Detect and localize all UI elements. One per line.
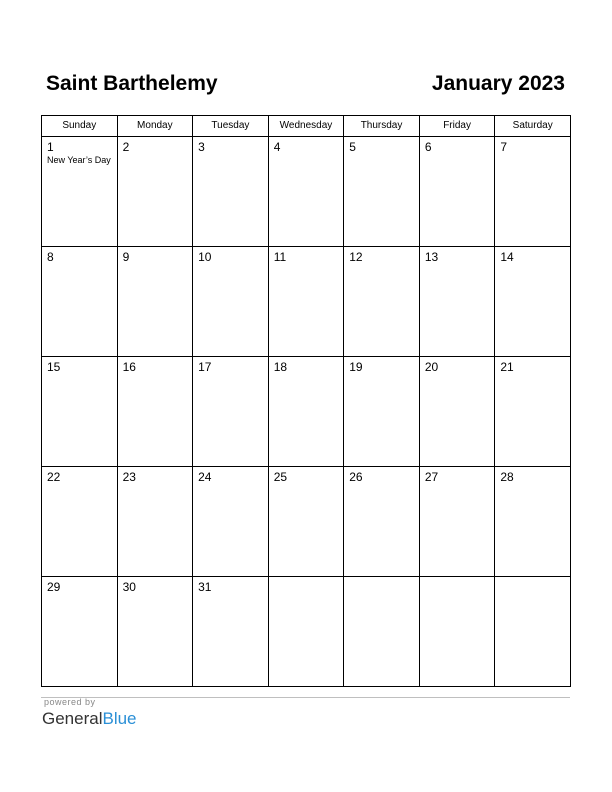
day-number: 1 <box>47 140 54 154</box>
region-title: Saint Barthelemy <box>46 72 218 95</box>
day-number: 23 <box>122 470 136 484</box>
day-number: 27 <box>424 470 439 484</box>
week-row <box>42 357 571 467</box>
day-number: 9 <box>122 250 130 264</box>
holiday-label: New Year’s Day <box>47 155 111 165</box>
day-cell <box>117 467 193 577</box>
day-number: 31 <box>198 580 212 594</box>
footer-divider <box>41 697 570 698</box>
day-cell <box>117 357 193 467</box>
weekday-header-friday: Friday <box>419 116 495 137</box>
day-cell <box>268 247 344 357</box>
day-cell <box>495 247 571 357</box>
day-cell <box>268 357 344 467</box>
week-row <box>42 247 571 357</box>
week-row <box>42 467 571 577</box>
day-number: 11 <box>273 250 287 264</box>
weekday-header-tuesday: Tuesday <box>193 116 269 137</box>
day-cell <box>495 137 571 247</box>
day-cell <box>419 357 495 467</box>
day-cell <box>42 577 118 687</box>
day-cell <box>268 467 344 577</box>
day-number: 16 <box>122 360 136 374</box>
day-number: 21 <box>500 360 514 374</box>
day-number: 5 <box>349 140 356 154</box>
day-number: 19 <box>349 360 363 374</box>
day-number: 6 <box>424 140 432 154</box>
day-number: 13 <box>424 250 439 264</box>
day-cell <box>344 357 420 467</box>
weekday-header-monday: Monday <box>117 116 193 137</box>
day-cell <box>419 137 495 247</box>
day-number: 2 <box>122 140 130 154</box>
day-number: 30 <box>122 580 136 594</box>
day-cell <box>193 577 269 687</box>
day-number <box>495 577 570 580</box>
day-number: 26 <box>349 470 363 484</box>
day-cell <box>42 247 118 357</box>
day-number: 4 <box>273 140 281 154</box>
weekday-header-row <box>42 116 571 137</box>
day-cell <box>419 247 495 357</box>
day-cell <box>193 357 269 467</box>
day-cell <box>344 137 420 247</box>
day-number: 17 <box>198 360 212 374</box>
day-cell <box>117 247 193 357</box>
day-number: 24 <box>198 470 212 484</box>
day-cell <box>268 137 344 247</box>
calendar-grid <box>41 115 571 687</box>
day-cell <box>42 467 118 577</box>
weekday-header-wednesday: Wednesday <box>268 116 344 137</box>
day-cell <box>344 467 420 577</box>
day-number: 20 <box>424 360 439 374</box>
day-number: 15 <box>47 360 61 374</box>
day-cell <box>344 577 420 687</box>
day-number: 14 <box>500 250 514 264</box>
day-cell <box>42 137 118 247</box>
day-cell <box>193 137 269 247</box>
day-number: 8 <box>47 250 54 264</box>
day-number: 7 <box>500 140 508 154</box>
day-number: 12 <box>349 250 363 264</box>
day-cell <box>117 577 193 687</box>
day-cell <box>42 357 118 467</box>
day-cell <box>268 577 344 687</box>
brand-text-blue: Blue <box>102 709 137 728</box>
day-number: 28 <box>500 470 514 484</box>
day-number: 25 <box>273 470 288 484</box>
day-cell <box>419 467 495 577</box>
brand-text-general: General <box>42 709 103 728</box>
day-cell <box>193 247 269 357</box>
day-number <box>344 577 419 580</box>
generalblue-logo <box>42 708 137 730</box>
day-number <box>420 577 495 580</box>
day-number: 3 <box>198 140 205 154</box>
weekday-header-sunday: Sunday <box>42 116 118 137</box>
day-cell <box>495 577 571 687</box>
day-cell <box>495 467 571 577</box>
day-number: 18 <box>273 360 288 374</box>
day-cell <box>117 137 193 247</box>
weekday-header-saturday: Saturday <box>495 116 571 137</box>
powered-by-label: powered by <box>44 697 96 707</box>
day-number <box>269 577 344 580</box>
month-title: January 2023 <box>431 72 565 95</box>
day-number: 29 <box>47 580 61 594</box>
week-row <box>42 577 571 687</box>
day-cell <box>344 247 420 357</box>
day-number: 10 <box>198 250 212 264</box>
week-row <box>42 137 571 247</box>
day-cell <box>495 357 571 467</box>
weekday-header-thursday: Thursday <box>344 116 420 137</box>
day-number: 22 <box>47 470 61 484</box>
day-cell <box>419 577 495 687</box>
day-cell <box>193 467 269 577</box>
